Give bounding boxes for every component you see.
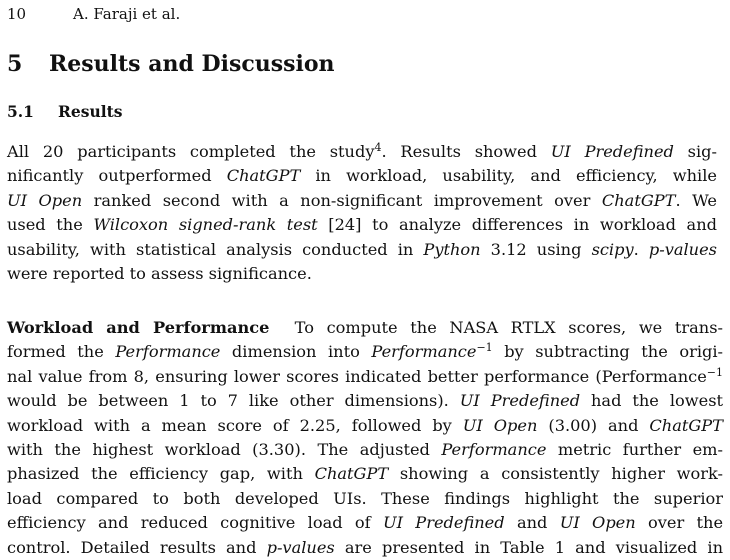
subsection-number: 5.1 bbox=[7, 102, 34, 121]
section-title: Results and Discussion bbox=[49, 51, 335, 77]
paragraph-line: used the Wilcoxon signed-rank test [24] to analyze differences in workload and bbox=[7, 215, 717, 235]
paragraph-line: would be between 1 to 7 like other dimensions). UI Predefined had the lowest bbox=[7, 391, 724, 411]
page-number: 10 bbox=[7, 5, 27, 23]
paragraph-line: nificantly outperformed ChatGPT in workload, usability, and efficiency, while bbox=[7, 166, 717, 186]
subsection-title: Results bbox=[58, 102, 123, 121]
workload-paragraph bbox=[7, 316, 723, 560]
paragraph-line: phasized the efficiency gap, with ChatGPT showing a consistently higher work- bbox=[7, 464, 723, 484]
paragraph-line: formed the Performance dimension into Performance$^{-1}$ by subtracting the origi- bbox=[7, 341, 724, 362]
paragraph-line: Workload and Performance To compute the NASA RTLX scores, we trans- bbox=[7, 318, 723, 337]
paragraph-line: UI Open ranked second with a non-significant improvement over ChatGPT. We bbox=[7, 190, 717, 210]
section-heading bbox=[7, 50, 335, 78]
results-paragraph bbox=[7, 140, 717, 286]
footnote-marker: 4 bbox=[374, 141, 382, 154]
paragraph-line: All 20 participants completed the study$^4$. Results showed UI Predefined sig- bbox=[7, 141, 717, 161]
subsection-heading bbox=[7, 101, 123, 123]
running-header bbox=[7, 4, 180, 24]
paragraph-line: control. Detailed results and p-values are presented in Table 1 and visualized in bbox=[7, 537, 724, 557]
paragraph-line: workload with a mean score of 2.25, followed by UI Open (3.00) and ChatGPT bbox=[7, 415, 723, 435]
paragraph-line: efficiency and reduced cognitive load of UI Predefined and UI Open over the bbox=[7, 513, 724, 533]
running-header-authors: A. Faraji et al. bbox=[73, 5, 181, 23]
paragraph-line: nal value from 8, ensuring lower scores indicated better performance (Performance$^{-1}$ bbox=[7, 365, 723, 386]
paragraph-line: usability, with statistical analysis conducted in Python 3.12 using scipy. p-values bbox=[7, 239, 717, 259]
section-number: 5 bbox=[7, 51, 23, 77]
paragraph-line: load compared to both developed UIs. These findings highlight the superior bbox=[7, 488, 723, 508]
runin-heading: Workload and Performance bbox=[7, 318, 270, 337]
paragraph-line: were reported to assess significance. bbox=[7, 264, 312, 284]
paragraph-line: with the highest workload (3.30). The adjusted Performance metric further em- bbox=[7, 440, 723, 460]
